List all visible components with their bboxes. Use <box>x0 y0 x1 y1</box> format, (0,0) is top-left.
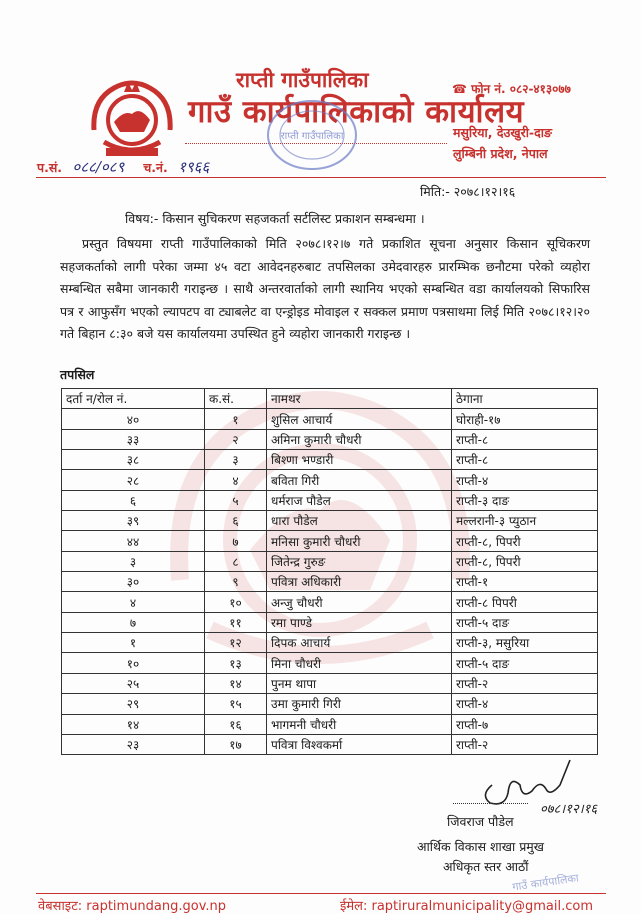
cell-roll-number: ३३ <box>62 429 205 449</box>
cell-address: राप्ती-८ पिपरी <box>452 592 598 612</box>
details-heading: तपसिल <box>60 367 95 382</box>
cell-address: राप्ती-३ दाङ <box>452 490 598 510</box>
cell-serial: १६ <box>205 714 267 734</box>
header-serial: क.सं. <box>205 389 267 409</box>
address-line-1: मसुरिया, देउखुरी-दाङ <box>453 125 552 140</box>
cell-address: मल्लरानी-३ प्युठान <box>452 511 598 531</box>
dispatch-number: १९६६ <box>172 157 215 178</box>
cell-name: भागमनी चौधरी <box>267 714 452 734</box>
cell-address: राप्ती-३, मसुरिया <box>452 633 598 653</box>
cell-address: राप्ती-७ <box>452 714 598 734</box>
cell-serial: १४ <box>205 673 267 693</box>
cell-roll-number: ३८ <box>62 450 205 470</box>
cell-roll-number: ३९ <box>62 511 205 531</box>
table-row <box>62 490 598 510</box>
municipality-name: राप्ती गाउँपालिका <box>236 68 369 92</box>
table-row <box>62 734 598 754</box>
cell-roll-number: १० <box>62 653 205 673</box>
cell-address: राप्ती-५ दाङ <box>452 653 598 673</box>
signatory-level: अधिकृत स्तर आठौं <box>443 859 529 874</box>
cell-roll-number: २८ <box>62 470 205 490</box>
cell-roll-number: ३ <box>62 551 205 571</box>
cell-name: दिपक आचार्य <box>267 633 452 653</box>
cell-serial: १३ <box>205 653 267 673</box>
office-stamp <box>262 95 362 175</box>
header-address: ठेगाना <box>452 389 598 409</box>
cell-roll-number: ७ <box>62 612 205 632</box>
signatory-name: जिवराज पौडेल <box>447 814 514 829</box>
cell-serial: १७ <box>205 734 267 754</box>
cell-name: मनिसा कुमारी चौधरी <box>267 531 452 551</box>
cell-address: राप्ती-२ <box>452 734 598 754</box>
cell-address: राप्ती-८, पिपरी <box>452 551 598 571</box>
cell-serial: २ <box>205 429 267 449</box>
office-stamp-text: राप्ती गाउँपालिका <box>280 131 344 142</box>
letter-date: मिति:- २०७८।१२।१६ <box>420 184 516 199</box>
cell-roll-number: २५ <box>62 673 205 693</box>
cell-serial: १ <box>205 409 267 429</box>
table-body <box>62 409 598 755</box>
ref-label: प.सं. <box>37 160 63 175</box>
cell-name: जितेन्द्र गुरुङ <box>267 551 452 571</box>
cell-serial: १५ <box>205 694 267 714</box>
phone-number: ☎ फोन नं. ०८२-४१३०७७ <box>452 82 571 96</box>
table-row <box>62 653 598 673</box>
table-row <box>62 450 598 470</box>
cell-name: धारा पौडेल <box>267 511 452 531</box>
cell-serial: ५ <box>205 490 267 510</box>
cell-name: धर्मराज पौडेल <box>267 490 452 510</box>
table-row <box>62 714 598 734</box>
footer-email: ईमेल: raptiruralmunicipality@gmail.com <box>340 899 594 914</box>
table-row <box>62 511 598 531</box>
cell-roll-number: ४ <box>62 592 205 612</box>
cell-name: मिना चौधरी <box>267 653 452 673</box>
table-row <box>62 470 598 490</box>
cell-roll-number: २३ <box>62 734 205 754</box>
header-roll-number: दर्ता न/रोल नं. <box>62 389 205 409</box>
cell-name: बिश्णा भण्डारी <box>267 450 452 470</box>
signature-date: ०७८।१२।१६ <box>540 802 598 815</box>
office-name: गाउँ कार्यपालिकाको कार्यालय <box>188 94 525 130</box>
cell-name: पुनम थापा <box>267 673 452 693</box>
table-row <box>62 572 598 592</box>
cell-serial: ७ <box>205 531 267 551</box>
cell-name: पवित्रा विश्वकर्मा <box>267 734 452 754</box>
signatory-title: आर्थिक विकास शाखा प्रमुख <box>417 839 545 854</box>
cell-roll-number: १४ <box>62 714 205 734</box>
cell-serial: ४ <box>205 470 267 490</box>
letter-body: प्रस्तुत विषयमा राप्ती गाउँपालिकाको मिति २०७८।१२।७ गते प्रकाशित सूचना अनुसार किसान सूचिकरण सहजकर्ताको लागी परेका जम्मा ४५ वटा आवेदनहरुबाट तपसिलका उमेदवारहरु प्रारम्भिक छनौटमा परेको व्यहोरा सम्बन्धित सबैमा जानकारी गराइन्छ । साथै अन्तरवार्ताको लागी स्थानिय भएको सम्बन्धित वडा कार्यालयको सिफारिस पत्र र आफुसँग भएको ल्यापटप वा ट्याबलेट वा एन्ड्रोइड मोवाइल र सक्कल प्रमाण पत्रसाथमा लिई मिति २०७८।१२।२० गते बिहान ८:३० बजे यस कार्यालयमा उपस्थित हुने व्यहोरा जानकारी गराइन्छ । <box>60 236 590 341</box>
cell-name: शुसिल आचार्य <box>267 409 452 429</box>
cell-serial: ११ <box>205 612 267 632</box>
shortlist-table <box>61 388 598 755</box>
header-name: नामथर <box>267 389 452 409</box>
cell-address: राप्ती-४ <box>452 470 598 490</box>
table-row <box>62 633 598 653</box>
footer-website: वेबसाइट: raptimundang.gov.np <box>38 899 227 914</box>
cell-serial: ६ <box>205 511 267 531</box>
cell-address: राप्ती-१ <box>452 572 598 592</box>
table-row <box>62 612 598 632</box>
cell-name: बविता गिरी <box>267 470 452 490</box>
cell-roll-number: ६ <box>62 490 205 510</box>
table-header-row <box>62 389 598 409</box>
ref-number: ०८८/०८९ <box>66 157 130 178</box>
cell-roll-number: ३० <box>62 572 205 592</box>
table-row <box>62 673 598 693</box>
footer-rule <box>36 893 606 894</box>
cell-address: राप्ती-२ <box>452 673 598 693</box>
cell-address: राप्ती-५ दाङ <box>452 612 598 632</box>
table-row <box>62 409 598 429</box>
cell-serial: १० <box>205 592 267 612</box>
signature-scribble <box>450 755 610 815</box>
signature-stamp: गाउँ कार्यपालिका <box>511 871 580 894</box>
table-row <box>62 592 598 612</box>
cell-name: रमा पाण्डे <box>267 612 452 632</box>
cell-name: अन्जु चौधरी <box>267 592 452 612</box>
cell-serial: ८ <box>205 551 267 571</box>
cell-address: राप्ती-८, पिपरी <box>452 531 598 551</box>
cell-serial: १२ <box>205 633 267 653</box>
cell-serial: ९ <box>205 572 267 592</box>
cell-name: पवित्रा अधिकारी <box>267 572 452 592</box>
letter-subject: विषय:- किसान सुचिकरण सहजकर्ता सर्टलिस्ट प्रकाशन सम्बन्धमा । <box>125 211 425 226</box>
cell-address: राप्ती-४ <box>452 694 598 714</box>
letterhead-rule <box>36 177 606 178</box>
reference-row <box>37 157 215 178</box>
cell-name: उमा कुमारी गिरी <box>267 694 452 714</box>
cell-address: राप्ती-८ <box>452 429 598 449</box>
dispatch-label: च.नं. <box>143 160 168 175</box>
cell-roll-number: १ <box>62 633 205 653</box>
nepal-emblem-icon <box>84 70 180 162</box>
table-row <box>62 429 598 449</box>
table-row <box>62 694 598 714</box>
cell-roll-number: ४० <box>62 409 205 429</box>
cell-name: अमिना कुमारी चौधरी <box>267 429 452 449</box>
cell-address: राप्ती-८ <box>452 450 598 470</box>
cell-roll-number: ४४ <box>62 531 205 551</box>
address-line-2: लुम्बिनी प्रदेश, नेपाल <box>453 146 548 161</box>
cell-address: घोराही-१७ <box>452 409 598 429</box>
table-row <box>62 531 598 551</box>
cell-serial: ३ <box>205 450 267 470</box>
table-row <box>62 551 598 571</box>
signature-line <box>453 803 528 804</box>
cell-roll-number: २९ <box>62 694 205 714</box>
